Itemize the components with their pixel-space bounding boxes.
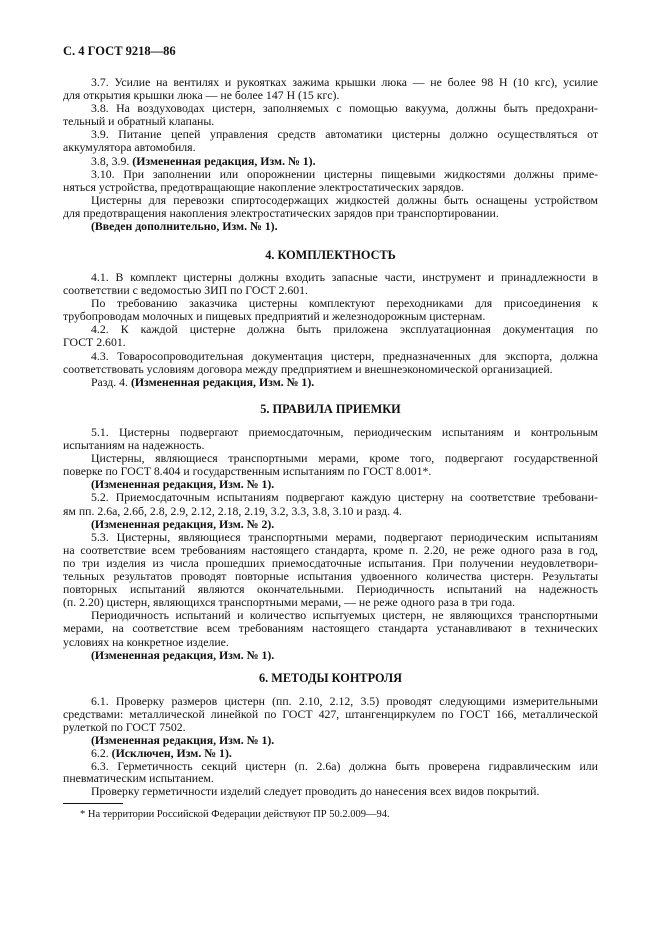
- paragraph-line: рулеткой по ГОСТ 7502.: [63, 719, 186, 734]
- page-header: С. 4 ГОСТ 9218—86: [63, 44, 176, 58]
- paragraph-line: 3.7. Усилие на вентилях и рукоятках зажима крышки люка — не более 98 Н (10 кгс), усилие: [91, 75, 598, 89]
- section-3-body: [63, 76, 598, 233]
- paragraph-line: аккумулятора автомобиля.: [63, 140, 196, 155]
- paragraph-line: средствами: металлической линейкой по ГОСТ 427, штангенциркулем по ГОСТ 166, металлической: [63, 706, 598, 721]
- amendment-note: [63, 376, 598, 389]
- paragraph-line: 5.1. Цистерны подвергают приемосдаточным, периодическим испытаниям и контрольным: [91, 425, 598, 439]
- footnote: * На территории Российской Федерации действуют ПР 50.2.009—94.: [80, 809, 390, 820]
- section-5-body: [63, 426, 598, 662]
- paragraph-line: пневматическим испытанием.: [63, 771, 214, 786]
- paragraph-line: на соответствие всем требованиям настоящего стандарта, кроме п. 2.20, не реже одного раза в год,: [63, 542, 598, 557]
- amendment-note: [63, 220, 598, 233]
- amendment-note: [63, 747, 598, 760]
- footnote-divider: [63, 803, 123, 804]
- amendment-text: (Измененная редакция, Изм. № 1).: [91, 732, 275, 747]
- paragraph-line: Периодичность испытаний и количество испытуемых цистерн, не являющихся транспортными: [91, 608, 598, 623]
- paragraph-line: по три изделия из числа прошедших приемосдаточные испытания. При получении неудовлетвори-: [63, 555, 598, 570]
- paragraph-line: соответствии с ведомостью ЗИП по ГОСТ 2.601.: [63, 283, 309, 298]
- paragraph-line: няться устройства, предотвращающие накопление электростатических зарядов.: [63, 179, 464, 194]
- amendment-note: [63, 649, 598, 662]
- paragraph-line: поверке по ГОСТ 8.404 и государственным испытаниям по ГОСТ 8.001*.: [63, 464, 432, 479]
- section-4-heading: 4. КОМПЛЕКТНОСТЬ: [265, 248, 396, 262]
- paragraph-line: для открытия крышки люка — не более 147 Н (15 кгс).: [63, 88, 340, 103]
- paragraph-line: 6.3. Герметичность секций цистерн (п. 2.6а) должна быть проверена гидравлическим или: [91, 758, 598, 773]
- paragraph-line: тельный и обратный клапаны.: [63, 114, 215, 129]
- paragraph-line: 4.3. Товаросопроводительная документация цистерн, предназначенных для экспорта, должна: [91, 348, 598, 363]
- paragraph-line: 6.1. Проверку размеров цистерн (пп. 2.10, 2.12, 3.5) проводят следующими измерительными: [91, 694, 598, 708]
- paragraph-line: ГОСТ 2.601.: [63, 335, 126, 350]
- paragraph-line: повторных испытаний являются окончательными. Периодичность испытаний на надежность: [63, 582, 598, 597]
- paragraph-line: условиях на конкретное изделие.: [63, 634, 229, 649]
- paragraph-line: для предотвращения накопления электростатических зарядов при транспортировании.: [63, 205, 499, 220]
- paragraph-line: испытаниям на надежность.: [63, 438, 205, 453]
- paragraph-line: (п. 2.20) цистерн, являющихся транспортными мерами, — не реже одного раза в три года.: [63, 595, 516, 610]
- amendment-text: (Введен дополнительно, Изм. № 1).: [91, 219, 278, 234]
- section-6-body: [63, 695, 598, 798]
- paragraph-line: тельных результатов проводят повторные испытания удвоенного количества цистерн. Результаты: [63, 569, 598, 584]
- amendment-note: [63, 155, 598, 168]
- paragraph-line: 4.2. К каждой цистерне должна быть приложена эксплуатационная документация по: [91, 322, 598, 337]
- section-6-heading: 6. МЕТОДЫ КОНТРОЛЯ: [258, 671, 403, 685]
- paragraph-line: Проверку герметичности изделий следует проводить до нанесения всех видов покрытий.: [91, 784, 540, 799]
- paragraph-line: соответствовать условиям договора между предприятием и внешнеэкономической организацией.: [63, 361, 553, 376]
- paragraph-line: По требованию заказчика цистерны комплектуют переходниками для присоединения к: [91, 296, 598, 311]
- amendment-text: (Исключен, Изм. № 1).: [111, 745, 232, 760]
- amendment-text: (Измененная редакция, Изм. № 1).: [132, 153, 316, 168]
- amendment-text: (Измененная редакция, Изм. № 1).: [91, 477, 275, 492]
- paragraph-line: трубопроводам молочных и пищевых предприятий и железнодорожным цистернам.: [63, 309, 486, 324]
- paragraph-line: Цистерны для перевозки спиртосодержащих жидкостей должны быть оснащены устройством: [91, 192, 598, 207]
- amendment-prefix: 6.2.: [91, 745, 112, 760]
- paragraph-line: 4.1. В комплект цистерны должны входить запасные части, инструмент и принадлежности в: [91, 270, 598, 284]
- paragraph-line: 5.3. Цистерны, являющиеся транспортными мерами, подвергают периодическим испытаниям: [91, 529, 598, 544]
- amendment-prefix: 3.8, 3.9.: [91, 153, 133, 168]
- paragraph-line: мерами, на соответствие всем требованиям настоящего стандарта устанавливают в технических: [63, 621, 598, 636]
- paragraph-line: 3.10. При заполнении или опорожнении цистерны пищевыми жидкостями должны приме-: [91, 166, 598, 181]
- amendment-text: (Измененная редакция, Изм. № 1).: [130, 374, 315, 389]
- section-5-heading: 5. ПРАВИЛА ПРИЕМКИ: [260, 402, 401, 416]
- amendment-text: (Измененная редакция, Изм. № 2).: [91, 516, 275, 531]
- amendment-prefix: Разд. 4.: [91, 374, 131, 389]
- paragraph-line: 3.9. Питание цепей управления средств автоматики цистерны должно осуществляться от: [91, 127, 598, 142]
- paragraph-line: 5.2. Приемосдаточным испытаниям подвергают каждую цистерну на соответствие требовани-: [91, 490, 598, 505]
- paragraph-line: ям пп. 2.6а, 2.6б, 2.8, 2.9, 2.12, 2.18, 2.19, 3.2, 3.3, 3.8, 3.10 и разд. 4.: [63, 503, 402, 518]
- paragraph-line: 3.8. На воздуховодах цистерн, заполняемых с помощью вакуума, должны быть предохрани-: [91, 101, 598, 116]
- paragraph-line: Цистерны, являющиеся транспортными мерами, кроме того, подвергают государственной: [91, 451, 598, 466]
- amendment-note: [63, 518, 598, 531]
- amendment-text: (Измененная редакция, Изм. № 1).: [91, 647, 275, 662]
- section-4-body: [63, 271, 598, 389]
